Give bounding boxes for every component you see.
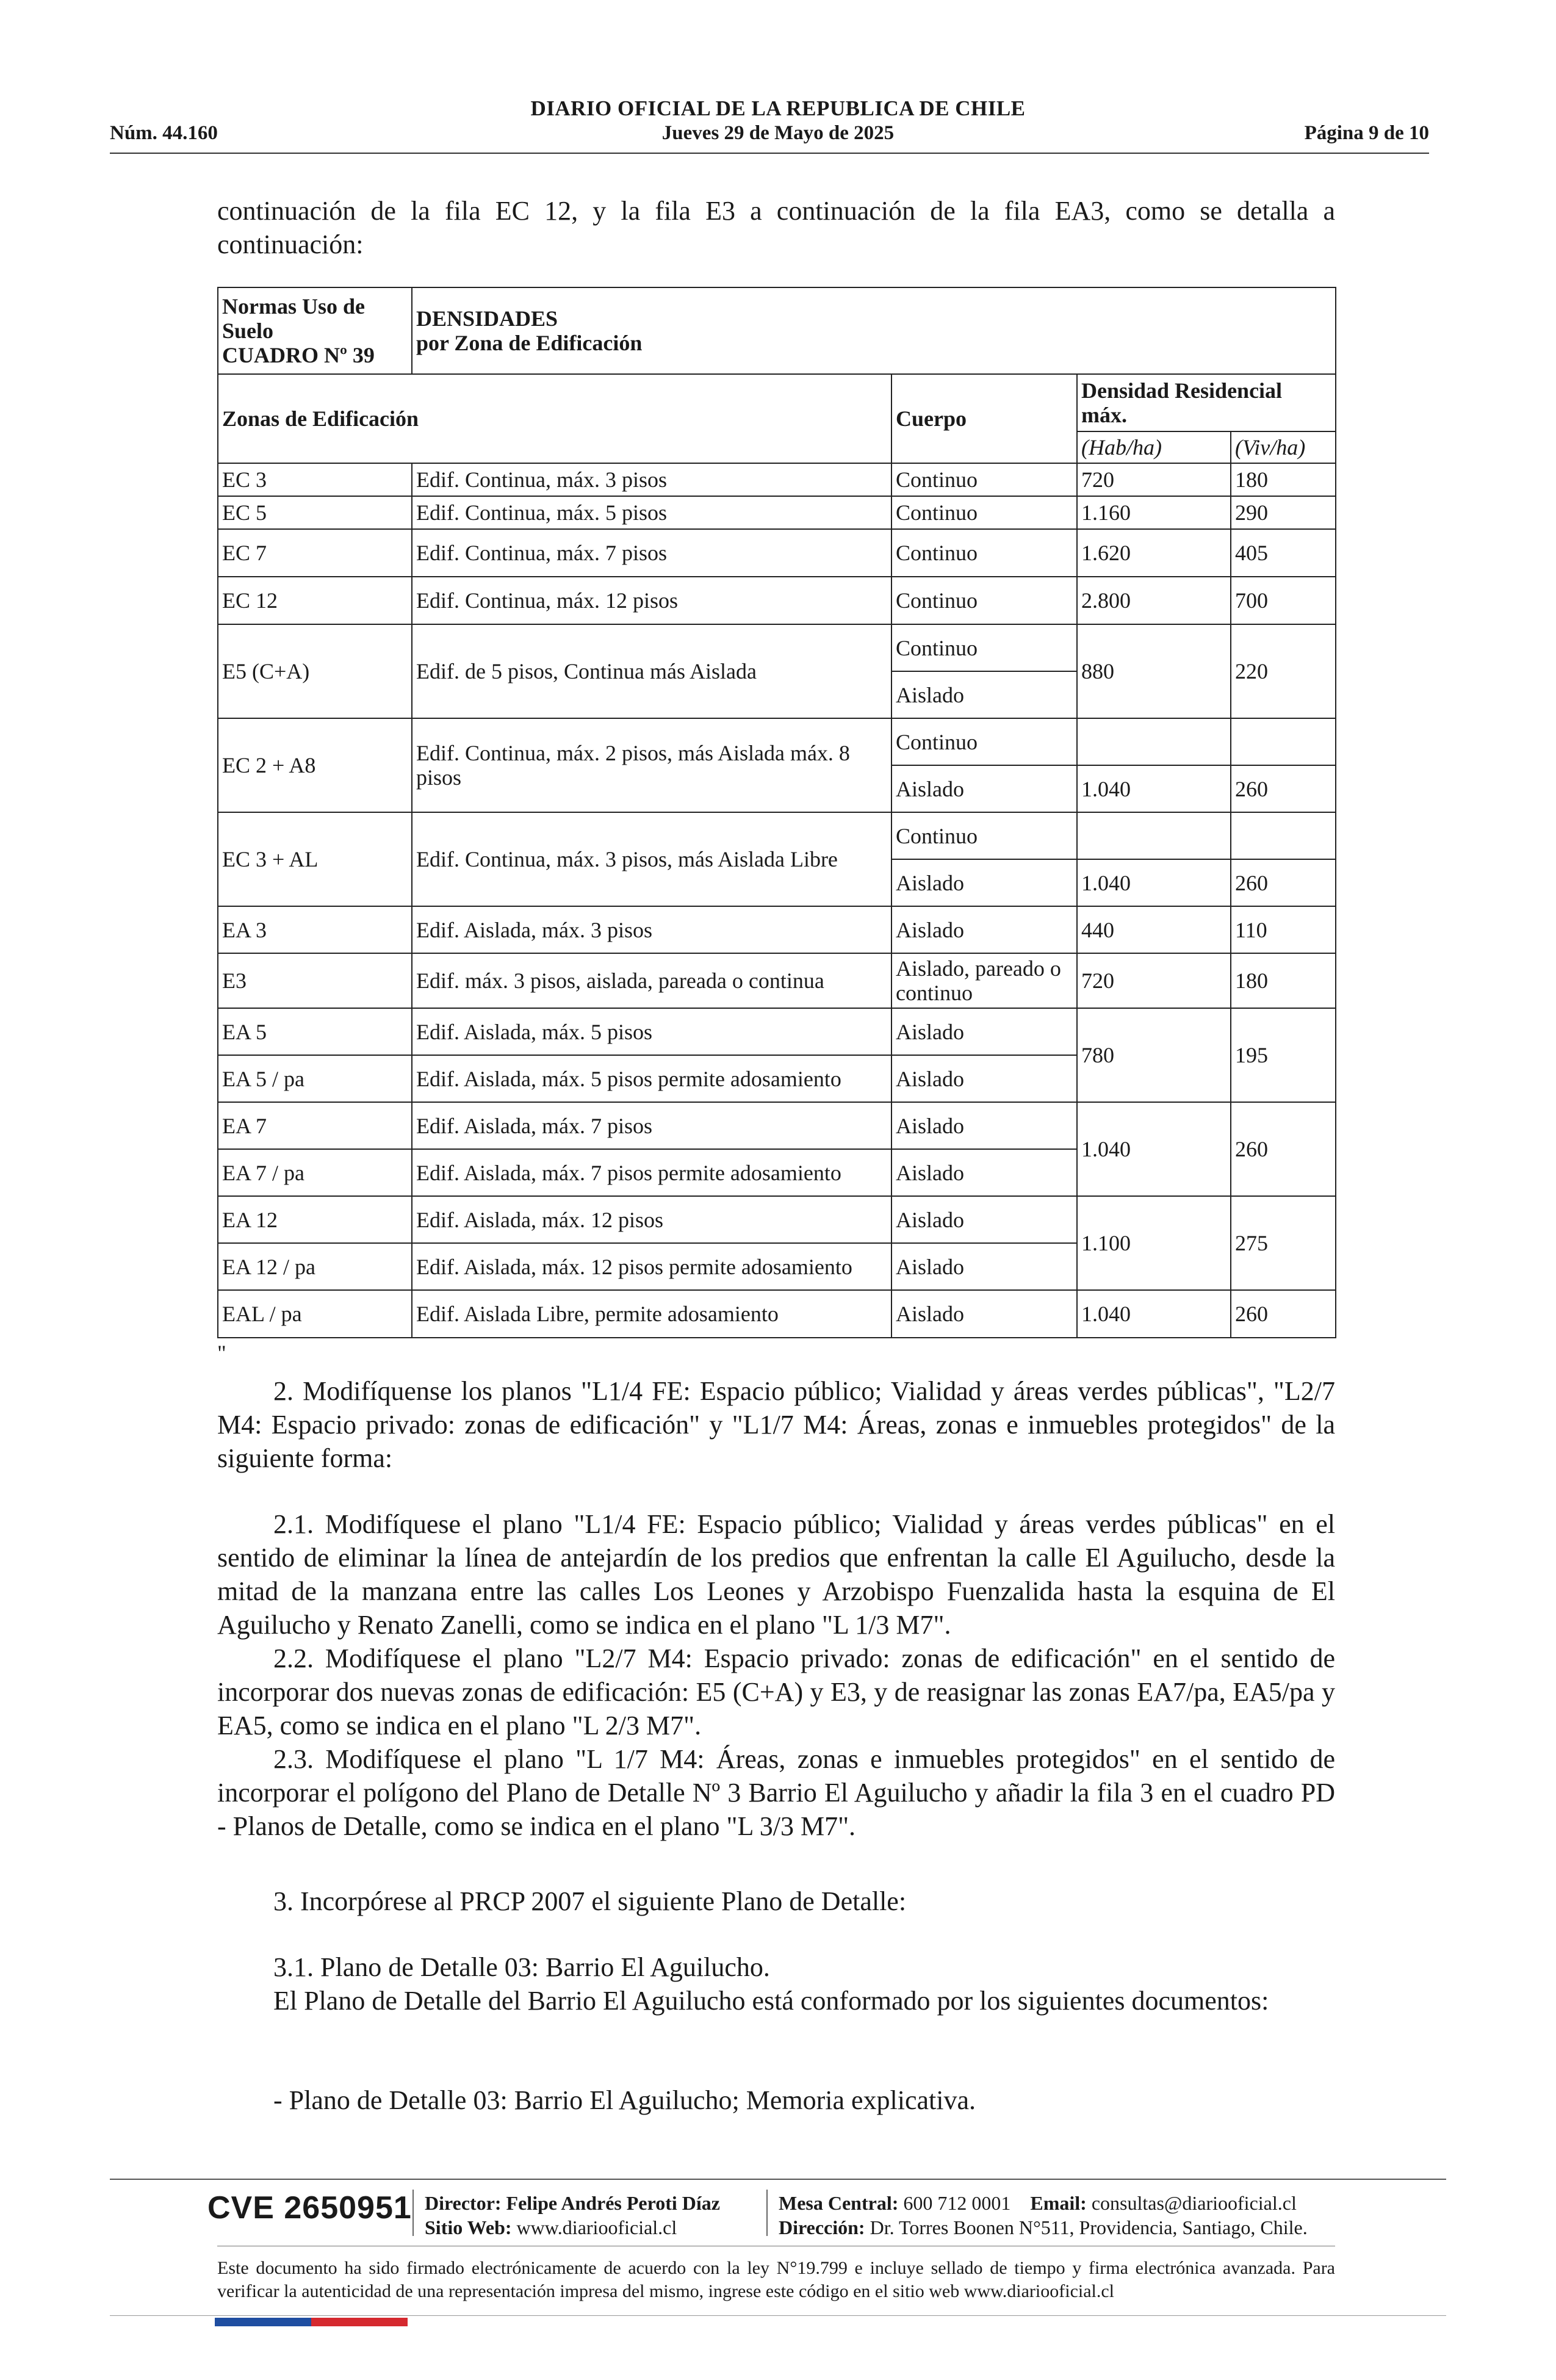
col-header-zonas: Zonas de Edificación — [218, 374, 891, 463]
cell-desc: Edif. Aislada, máx. 12 pisos — [412, 1196, 891, 1243]
table-corner-label — [218, 287, 412, 374]
paragraph-3-1: 3.1. Plano de Detalle 03: Barrio El Aguilucho. — [273, 1952, 770, 1982]
cell-viv: 275 — [1231, 1196, 1336, 1290]
cell-zona: EC 3 — [218, 463, 412, 496]
website-label: Sitio Web: — [425, 2216, 512, 2238]
unit-hab: (Hab/ha) — [1077, 431, 1231, 463]
cell-zona: EA 7 — [218, 1102, 412, 1149]
cell-desc: Edif. Aislada Libre, permite adosamiento — [412, 1290, 891, 1338]
paragraph-2-3: 2.3. Modifíquese el plano "L 1/7 M4: Áreas, zonas e inmuebles protegidos" en el sentido de incorporar el polígono del Plano de Detalle Nº 3 Barrio El Aguilucho y añadir la fila 3 en el cuadro PD - Planos de Detalle, como se indica en el plano "L 3/3 M7". — [217, 1744, 1335, 1841]
cell-zona: EAL / pa — [218, 1290, 412, 1338]
cell-viv: 180 — [1231, 953, 1336, 1008]
cell-cuerpo: Aislado — [891, 765, 1077, 812]
cell-hab-empty — [1077, 718, 1231, 765]
page-indicator: Página 9 de 10 — [1304, 122, 1429, 144]
cell-hab: 1.040 — [1077, 859, 1231, 906]
cell-hab: 880 — [1077, 624, 1231, 718]
cell-cuerpo: Continuo — [891, 577, 1077, 624]
cell-desc: Edif. Aislada, máx. 3 pisos — [412, 906, 891, 953]
table-row — [218, 812, 1336, 859]
mesa-phone: 600 712 0001 — [903, 2192, 1011, 2214]
paragraph-2-1: 2.1. Modifíquese el plano "L1/4 FE: Espacio público; Vialidad y áreas verdes públicas" en el sentido de eliminar la línea de antejardín de los predios que enfrentan la calle El Aguilucho, desde la mitad de la manzana entre las calles Los Leones y Arzobispo Fuenzalida hasta la esquina de El Aguilucho y Renato Zanelli, como se indica en el plano "L 1/3 M7". — [217, 1509, 1335, 1640]
issue-date: Jueves 29 de Mayo de 2025 — [661, 122, 895, 144]
cell-cuerpo: Aislado, pareado o continuo — [891, 953, 1077, 1008]
cell-cuerpo: Aislado — [891, 1149, 1077, 1196]
cell-hab: 720 — [1077, 463, 1231, 496]
table-row — [218, 496, 1336, 529]
cell-viv: 260 — [1231, 1102, 1336, 1196]
cell-hab: 440 — [1077, 906, 1231, 953]
table-header-row — [218, 374, 1336, 431]
cell-hab: 780 — [1077, 1008, 1231, 1102]
footer-divider — [110, 2179, 1446, 2180]
cell-cuerpo: Continuo — [891, 529, 1077, 577]
cell-desc: Edif. Continua, máx. 5 pisos — [412, 496, 891, 529]
director-name: Felipe Andrés Peroti Díaz — [506, 2192, 720, 2214]
cell-zona: E3 — [218, 953, 412, 1008]
table-row — [218, 953, 1336, 1008]
cell-zona: EA 7 / pa — [218, 1149, 412, 1196]
cell-cuerpo: Aislado — [891, 1055, 1077, 1102]
cell-viv: 260 — [1231, 1290, 1336, 1338]
cell-desc: Edif. Aislada, máx. 12 pisos permite adosamiento — [412, 1243, 891, 1290]
flag-stripe-red — [311, 2318, 408, 2326]
newspaper-title: DIARIO OFICIAL DE LA REPUBLICA DE CHILE — [530, 96, 1026, 120]
table-title — [412, 287, 1336, 374]
cell-zona: EC 3 + AL — [218, 812, 412, 906]
flag-stripe-blue — [215, 2318, 311, 2326]
cell-viv: 700 — [1231, 577, 1336, 624]
cell-viv: 260 — [1231, 765, 1336, 812]
cell-desc: Edif. máx. 3 pisos, aislada, pareada o continua — [412, 953, 891, 1008]
cell-zona: EA 12 — [218, 1196, 412, 1243]
address-text: Dr. Torres Boonen N°511, Providencia, Santiago, Chile. — [870, 2216, 1308, 2238]
cell-zona: EA 5 — [218, 1008, 412, 1055]
table-title-line-1: DENSIDADES — [416, 306, 558, 331]
cell-zona: EC 5 — [218, 496, 412, 529]
col-header-cuerpo: Cuerpo — [891, 374, 1077, 463]
cell-cuerpo: Aislado — [891, 1008, 1077, 1055]
table-row — [218, 577, 1336, 624]
cell-viv: 405 — [1231, 529, 1336, 577]
cell-cuerpo: Continuo — [891, 812, 1077, 859]
cell-desc: Edif. Continua, máx. 3 pisos — [412, 463, 891, 496]
paragraph-2: 2. Modifíquense los planos "L1/4 FE: Espacio público; Vialidad y áreas verdes públicas", "L2/7 M4: Espacio privado: zonas de edificación" y "L1/7 M4: Áreas, zonas e inmuebles protegidos" de la siguiente forma: — [217, 1376, 1335, 1473]
email-link[interactable]: consultas@diariooficial.cl — [1091, 2192, 1297, 2214]
table-title-row — [218, 287, 1336, 374]
cell-zona: EA 12 / pa — [218, 1243, 412, 1290]
cell-viv: 195 — [1231, 1008, 1336, 1102]
cell-viv: 290 — [1231, 496, 1336, 529]
corner-line-2: CUADRO Nº 39 — [222, 343, 375, 367]
closing-quote: " — [217, 1341, 226, 1365]
cell-viv: 220 — [1231, 624, 1336, 718]
cell-zona: EC 12 — [218, 577, 412, 624]
footer-contact-block — [779, 2191, 1308, 2240]
cell-viv: 180 — [1231, 463, 1336, 496]
cell-cuerpo: Aislado — [891, 906, 1077, 953]
cell-zona: EC 7 — [218, 529, 412, 577]
table-row — [218, 1102, 1336, 1149]
table-row — [218, 463, 1336, 496]
cell-hab: 1.160 — [1077, 496, 1231, 529]
cell-desc: Edif. Aislada, máx. 5 pisos — [412, 1008, 891, 1055]
address-label: Dirección: — [779, 2216, 865, 2238]
cell-cuerpo: Aislado — [891, 671, 1077, 718]
director-label: Director: — [425, 2192, 502, 2214]
footer-bottom-rule — [110, 2315, 1446, 2316]
cell-hab: 2.800 — [1077, 577, 1231, 624]
footer-director-block — [425, 2191, 720, 2240]
cell-desc: Edif. Continua, máx. 7 pisos — [412, 529, 891, 577]
unit-viv: (Viv/ha) — [1231, 431, 1336, 463]
cell-desc: Edif. Continua, máx. 3 pisos, más Aislada Libre — [412, 812, 891, 906]
footer-separator — [766, 2190, 768, 2236]
cell-hab: 1.620 — [1077, 529, 1231, 577]
cell-viv-empty — [1231, 812, 1336, 859]
cell-cuerpo: Continuo — [891, 463, 1077, 496]
table-row — [218, 718, 1336, 765]
table-row — [218, 1290, 1336, 1338]
cell-hab: 1.040 — [1077, 1290, 1231, 1338]
cell-cuerpo: Continuo — [891, 718, 1077, 765]
paragraph-3: 3. Incorpórese al PRCP 2007 el siguiente Plano de Detalle: — [273, 1886, 907, 1916]
cell-cuerpo: Aislado — [891, 1102, 1077, 1149]
table-row — [218, 529, 1336, 577]
list-item: - Plano de Detalle 03: Barrio El Aguilucho; Memoria explicativa. — [273, 2085, 976, 2115]
cell-cuerpo: Continuo — [891, 496, 1077, 529]
cell-desc: Edif. Continua, máx. 2 pisos, más Aislada máx. 8 pisos — [412, 718, 891, 812]
table-row — [218, 1008, 1336, 1055]
cell-desc: Edif. Aislada, máx. 7 pisos — [412, 1102, 891, 1149]
col-header-densidad: Densidad Residencial máx. — [1077, 374, 1336, 431]
cell-cuerpo: Aislado — [891, 1196, 1077, 1243]
cell-cuerpo: Continuo — [891, 624, 1077, 671]
table-row — [218, 906, 1336, 953]
cell-desc: Edif. Aislada, máx. 5 pisos permite adosamiento — [412, 1055, 891, 1102]
cell-zona: E5 (C+A) — [218, 624, 412, 718]
cell-cuerpo: Aislado — [891, 859, 1077, 906]
issue-number: Núm. 44.160 — [110, 122, 218, 144]
cell-hab: 1.100 — [1077, 1196, 1231, 1290]
corner-line-1: Normas Uso de Suelo — [222, 294, 365, 343]
mesa-label: Mesa Central: — [779, 2192, 899, 2214]
cell-zona: EA 3 — [218, 906, 412, 953]
table-row — [218, 1196, 1336, 1243]
cell-zona: EA 5 / pa — [218, 1055, 412, 1102]
cell-cuerpo: Aislado — [891, 1290, 1077, 1338]
cell-cuerpo: Aislado — [891, 1243, 1077, 1290]
paragraph-2-2: 2.2. Modifíquese el plano "L2/7 M4: Espacio privado: zonas de edificación" en el sentido de incorporar dos nuevas zonas de edificación: E5 (C+A) y E3, y de reasignar las zonas EA7/pa, EA5/pa y EA5, como se indica en el plano "L 2/3 M7". — [217, 1643, 1335, 1740]
header-divider — [110, 153, 1429, 154]
cell-viv-empty — [1231, 718, 1336, 765]
website-link[interactable]: www.diariooficial.cl — [516, 2216, 677, 2238]
cell-hab-empty — [1077, 812, 1231, 859]
cell-desc: Edif. Aislada, máx. 7 pisos permite adosamiento — [412, 1149, 891, 1196]
cell-hab: 1.040 — [1077, 1102, 1231, 1196]
cell-desc: Edif. de 5 pisos, Continua más Aislada — [412, 624, 891, 718]
cell-viv: 110 — [1231, 906, 1336, 953]
cell-hab: 720 — [1077, 953, 1231, 1008]
densidades-table — [217, 287, 1336, 1338]
cell-desc: Edif. Continua, máx. 12 pisos — [412, 577, 891, 624]
cell-zona: EC 2 + A8 — [218, 718, 412, 812]
signature-note: Este documento ha sido firmado electrónicamente de acuerdo con la ley N°19.799 e incluye sellado de tiempo y firma electrónica avanzada. Para verificar la autenticidad de una representación impresa del mismo, ingrese este código en el sitio web www.diariooficial.cl — [217, 2258, 1335, 2301]
cell-hab: 1.040 — [1077, 765, 1231, 812]
paragraph-plano-detalle: El Plano de Detalle del Barrio El Aguilucho está conformado por los siguientes documentos: — [273, 1986, 1269, 2016]
intro-paragraph: continuación de la fila EC 12, y la fila E3 a continuación de la fila EA3, como se detalla a continuación: — [217, 196, 1335, 259]
cve-code: CVE 2650951 — [207, 2190, 412, 2226]
cell-viv: 260 — [1231, 859, 1336, 906]
footer-separator — [412, 2190, 414, 2236]
table-title-line-2: por Zona de Edificación — [416, 331, 643, 355]
table-row — [218, 624, 1336, 671]
email-label: Email: — [1030, 2192, 1087, 2214]
